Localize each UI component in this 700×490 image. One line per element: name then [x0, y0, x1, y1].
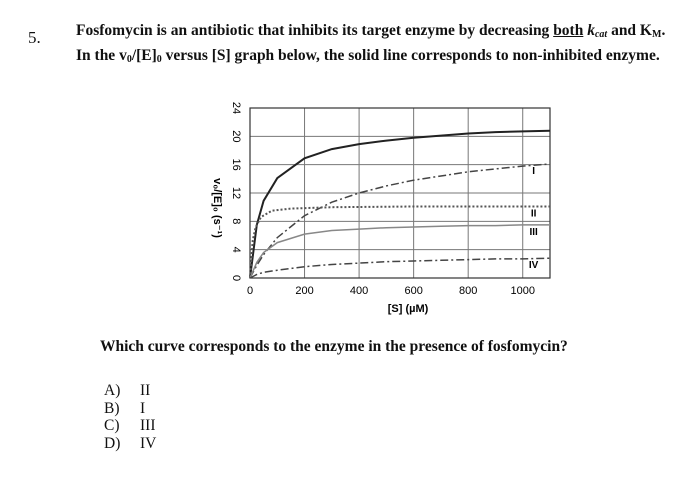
x-axis-label: [S] (µM) [387, 303, 429, 315]
y-tick-label: 12 [230, 186, 242, 200]
series-label: IV [528, 260, 539, 272]
y-tick-label: 8 [230, 218, 242, 225]
choice-letter: D) [104, 434, 121, 452]
choice-text: III [140, 417, 156, 434]
choice-text: I [140, 399, 146, 417]
x-tick-label: 600 [404, 285, 423, 297]
choice-letter: C) [104, 417, 120, 434]
series-label: III [529, 226, 538, 238]
x-tick-label: 800 [459, 285, 478, 297]
stem-v0-sub: 0 [126, 54, 132, 65]
y-axis-label: v₀/[E]₀ (s⁻¹) [211, 178, 223, 238]
question-number: 5. [28, 28, 41, 47]
stem-text-b: and K [607, 22, 652, 39]
choice-text: IV [140, 434, 157, 452]
stem-km-sub: M [652, 29, 662, 40]
choice-text: II [140, 382, 151, 399]
stem-text-e: versus [S] graph below, the solid line corresponds to non-inhibited enzyme. [161, 47, 660, 64]
x-tick-label: 1000 [510, 285, 535, 297]
stem-text-a: Fosfomycin is an antibiotic that inhibits its target enzyme by decreasing [76, 22, 554, 39]
choice-d[interactable] [104, 435, 156, 453]
y-tick-label: 4 [230, 246, 242, 253]
question-stem [76, 20, 676, 70]
answer-choices [104, 382, 156, 452]
stem-e0-sub: 0 [156, 54, 162, 65]
series-line-uninhibited [250, 131, 550, 278]
series-label: II [530, 208, 537, 220]
stem-text-d: /[E] [131, 47, 157, 64]
series-line-iii [250, 225, 550, 278]
y-tick-label: 20 [230, 130, 242, 143]
choice-c[interactable] [104, 417, 156, 435]
x-tick-label: 200 [295, 285, 314, 297]
y-tick-label: 0 [230, 274, 242, 282]
stem-kcat: $k_{cat}$ [587, 22, 608, 40]
series-line-ii [250, 207, 550, 279]
stem-text-c: . In the v [76, 22, 666, 64]
choice-b[interactable] [104, 400, 156, 418]
y-tick-label: 16 [230, 158, 242, 171]
stem-both: both [553, 22, 584, 39]
choice-a[interactable] [104, 382, 156, 400]
x-tick-label: 400 [349, 285, 369, 297]
series-label: I [532, 165, 536, 177]
y-tick-label: 24 [230, 101, 242, 115]
choice-letter: B) [104, 399, 120, 417]
kinetics-chart [190, 100, 590, 325]
prompt-text: Which curve corresponds to the enzyme in the presence of fosfomycin? [100, 338, 568, 355]
x-tick-label: 0 [246, 285, 254, 297]
series-line-iv [250, 258, 550, 278]
choice-letter: A) [104, 382, 121, 399]
